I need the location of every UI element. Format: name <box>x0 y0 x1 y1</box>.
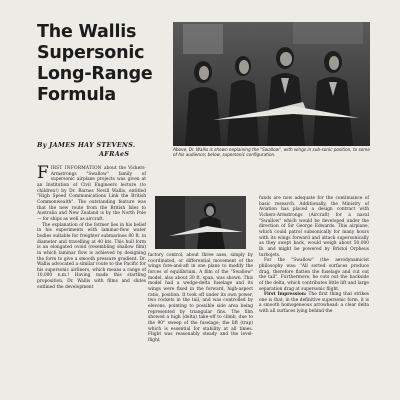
byline-suffix: AFRAeS <box>99 150 130 158</box>
byline <box>37 141 177 159</box>
paragraph-text: about the Vickers-Armstrongs "Swallow" family of supersonic airplane projects was given at an Institution of Civil Engineers lecture (to children!) by Dr. Barnes Nevill Wallis, entitled "High Speed Communications Link the British Commonwealth". The outstanding feature was that the new route from the British Isles to Australia and New Zealand is by the North Pole — for ships as well as aircraft. <box>37 166 147 222</box>
photo-caption: Above, Dr. Wallis is shown explaining the "Swallow", with wings in sub-sonic position, to some of his audience; below, supersonic configuration. <box>173 147 370 158</box>
photo-supersonic-model <box>155 196 246 249</box>
paragraph <box>37 163 147 223</box>
photo-illustration <box>173 22 370 146</box>
byline-name: JAMES HAY STEVENS. <box>49 141 136 149</box>
title-line: Long-Range <box>37 64 153 84</box>
paragraph: For the "Swallow" (the aerodynamicist philosophy was: "All sorted surfaces produce drag, therefore flatten the fuselage and cut out the tail". Furthermore, he cuts out the backside of the delta, which contributes little lift and large separation drag at supersonic flight. <box>259 258 369 292</box>
title-line: The Wallis <box>37 22 137 42</box>
paragraph-text: The first thing that strikes one is that, in the definitive supersonic form, it is a smooth homogeneous arrowhead: a clear delta with all surfaces lying behind the <box>259 292 369 315</box>
title-line: Formula <box>37 85 116 105</box>
paragraph: factory control, about three axes, simply by coordinated, or differential movement of the wings fore-and-aft in one plane to modify the forces of equilibrium. A film of the "Swallow" model, also about 30 ft. span, was shown. This model had a wedge-delta fuselage and its wings were fixed in the forward, high-aspect ratio, position. It took off under its own power, two rockets in the tail, and was controlled by elevons, pointing to possible side area being represented by triangular fins. The film showed a high (delta) take-off to climb, due to the 90° sweep of the fuselage; the lift (trap) which is essential for stability at all times. Flight was reasonably steady and the level-flight <box>148 253 253 343</box>
text-column-right <box>259 196 369 315</box>
lead-in: IRST INFORMATION <box>50 166 102 171</box>
drop-cap: F <box>37 163 49 183</box>
paragraph <box>259 292 369 315</box>
paragraph: The explanation of the former lies in his belief in his experiments with laminar-flow water bodies suitable for freighter submarines 80 ft. in diameter and travelling at 40 kts. This hull form is an elongated ovoid (resembling shallow film) in which laminar flow is achieved by designing the form to give a smooth pressure gradient. Dr. Wallis advocated a similar route to the Pacific for his supersonic airliners, which means a range of 10,000 n.m.! Having made this startling proposition, Dr. Wallis with films and slides outlined the development <box>37 222 146 290</box>
photo-illustration <box>155 196 246 249</box>
photo-wallis-with-model <box>173 22 370 146</box>
text-column-left <box>37 163 147 290</box>
subheading: First Impression: <box>264 292 307 298</box>
text-column-middle <box>148 253 253 344</box>
paragraph: funds are now adequate for the continuance of basic research. Additionally, the Ministry of Aviation has placed a design contract with Vickers-Armstrongs (Aircraft) for a naval "Swallow" which would be developed under the direction of Sir George Edwards. This airplane, which could patrol subsonically for many hours with its wings forward and attack supersonically as they swept back, would weigh about 50,000 lb. and might be powered by Bristol Orpheus turbojets. <box>259 196 369 258</box>
title-line: Supersonic <box>37 43 145 63</box>
byline-prefix: By <box>37 141 47 149</box>
article-title <box>37 22 167 106</box>
